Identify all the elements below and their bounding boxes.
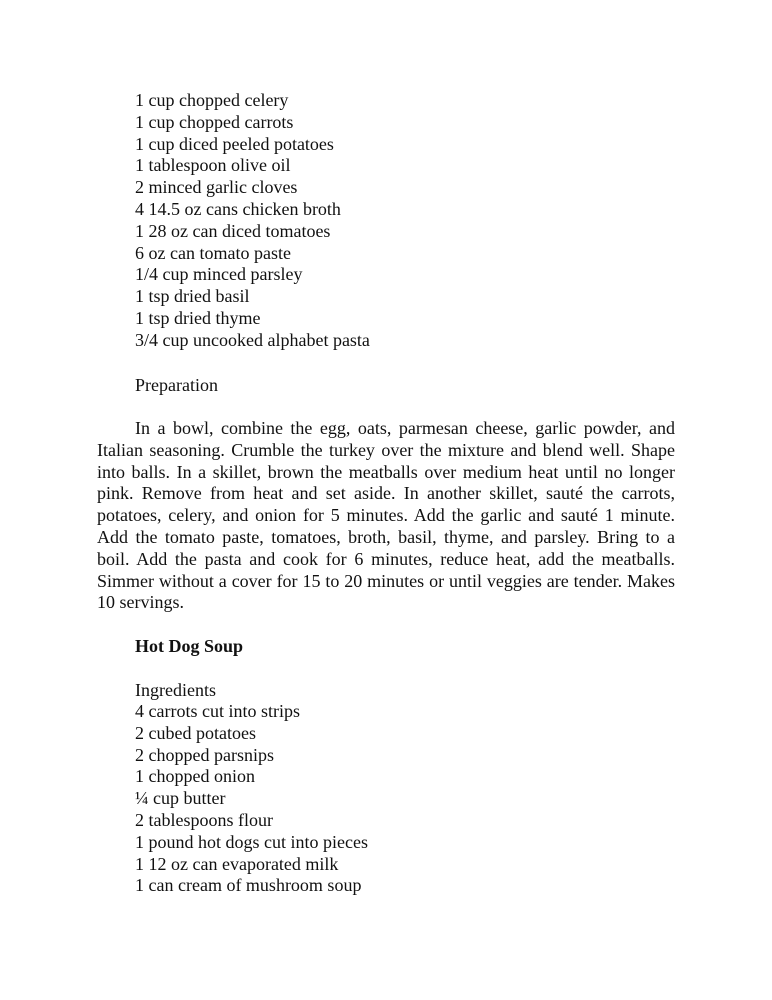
ingredient-item: 1/4 cup minced parsley	[135, 264, 303, 285]
ingredient-list	[135, 90, 370, 352]
ingredient-item: 1 can cream of mushroom soup	[135, 875, 362, 896]
ingredient-item: 2 minced garlic cloves	[135, 177, 298, 198]
preparation-paragraph: In a bowl, combine the egg, oats, parmesan cheese, garlic powder, and Italian seasoning. Crumble the turkey over the mixture and blend well. Shape into balls. In a skillet, brown the meatballs over medium heat until no longer pink. Remove from heat and set aside. In another skillet, sauté the carrots, potatoes, celery, and onion for 5 minutes. Add the garlic and sauté 1 minute. Add the tomato paste, tomatoes, broth, basil, thyme, and parsley. Bring to a boil. Add the pasta and cook for 6 minutes, reduce heat, add the meatballs. Simmer without a cover for 15 to 20 minutes or until veggies are tender. Makes 10 servings.	[97, 418, 675, 613]
ingredient-item: 4 14.5 oz cans chicken broth	[135, 198, 341, 219]
ingredient-item: 1 tsp dried basil	[135, 286, 250, 307]
ingredient-item: ¼ cup butter	[135, 788, 226, 809]
hot-dog-soup-ingredient-list	[135, 701, 368, 897]
ingredient-item: 2 cubed potatoes	[135, 722, 256, 743]
ingredient-item: 2 tablespoons flour	[135, 809, 273, 830]
ingredient-item: 1 pound hot dogs cut into pieces	[135, 831, 368, 852]
recipe-title: Hot Dog Soup	[135, 636, 244, 656]
ingredient-item: 1 tablespoon olive oil	[135, 155, 291, 176]
ingredient-item: 1 cup diced peeled potatoes	[135, 133, 334, 154]
ingredient-item: 1 cup chopped celery	[135, 90, 289, 110]
ingredients-heading: Ingredients	[135, 680, 216, 700]
ingredient-item: 4 carrots cut into strips	[135, 701, 300, 721]
ingredient-item: 1 28 oz can diced tomatoes	[135, 220, 331, 241]
ingredient-item: 1 tsp dried thyme	[135, 307, 261, 328]
preparation-heading: Preparation	[135, 375, 218, 395]
ingredient-item: 1 cup chopped carrots	[135, 111, 294, 132]
ingredient-item: 2 chopped parsnips	[135, 744, 274, 765]
ingredient-item: 1 chopped onion	[135, 766, 255, 787]
ingredient-item: 6 oz can tomato paste	[135, 242, 291, 263]
ingredient-item: 3/4 cup uncooked alphabet pasta	[135, 329, 370, 350]
ingredient-item: 1 12 oz can evaporated milk	[135, 853, 339, 874]
